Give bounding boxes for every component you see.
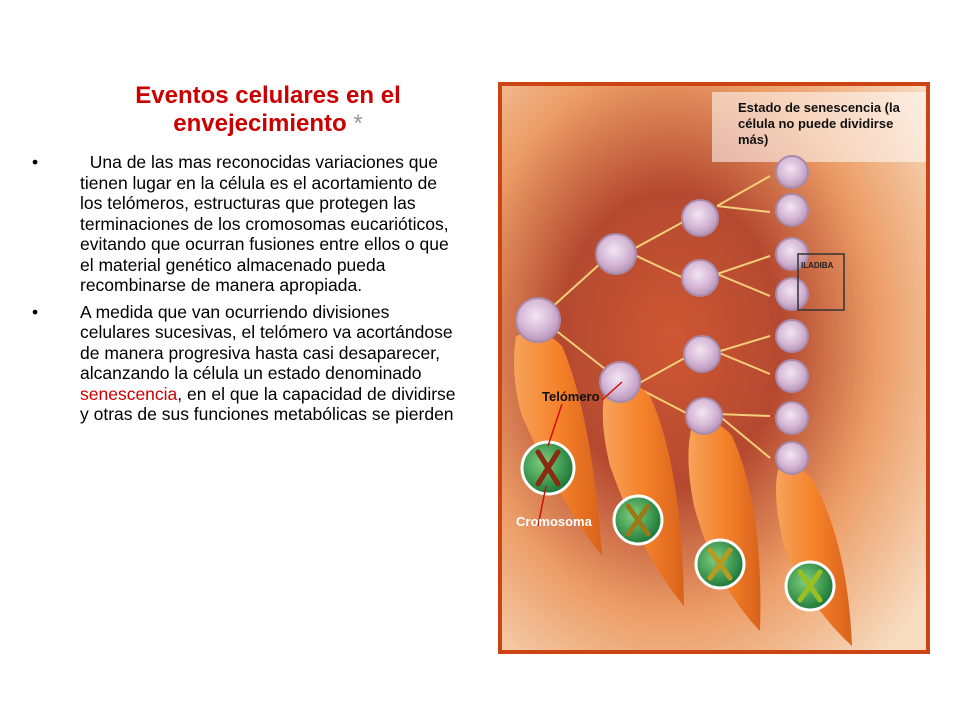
bullet-item-telomeres	[28, 152, 458, 296]
bullet-item-senescence	[28, 302, 458, 425]
title-asterisk: *	[353, 110, 363, 137]
bullet-dot: •	[32, 301, 39, 322]
bullet-text: Una de las mas reconocidas variaciones que tienen lugar en la célula es el acortamiento de los telómeros, estructuras que protegen las terminaciones de los cromosomas eucarióticos, evitando que ocurran fusiones entre ellos o que el material genético almacenado pueda recombinarse de manera apropiada.	[80, 152, 454, 295]
bullet-list	[28, 152, 458, 425]
bullet-text-after: , en el que la capacidad de dividirse y otras de sus funciones metabólicas se pierden	[80, 383, 456, 424]
bullet-text-before: A medida que van ocurriendo divisiones celulares sucesivas, el telómero va acortándose de manera progresiva hasta casi desaparecer, alcanzando la célula un estado denominado	[80, 301, 453, 383]
bullet-dot: •	[32, 152, 39, 172]
cell-division-diagram	[502, 86, 926, 650]
telomere-label: Telómero	[542, 389, 600, 404]
senescence-highlight: senescencia	[80, 383, 178, 404]
chromosome-label: Cromosoma	[516, 514, 592, 529]
slide-title-text: Eventos celulares en el envejecimiento	[135, 82, 401, 137]
slide-title	[78, 82, 458, 138]
senescence-label: Estado de senescencia (la célula no puede dividirse más)	[738, 100, 900, 147]
logo-text: ILADIBA	[801, 261, 834, 270]
telomere-figure	[498, 82, 930, 654]
